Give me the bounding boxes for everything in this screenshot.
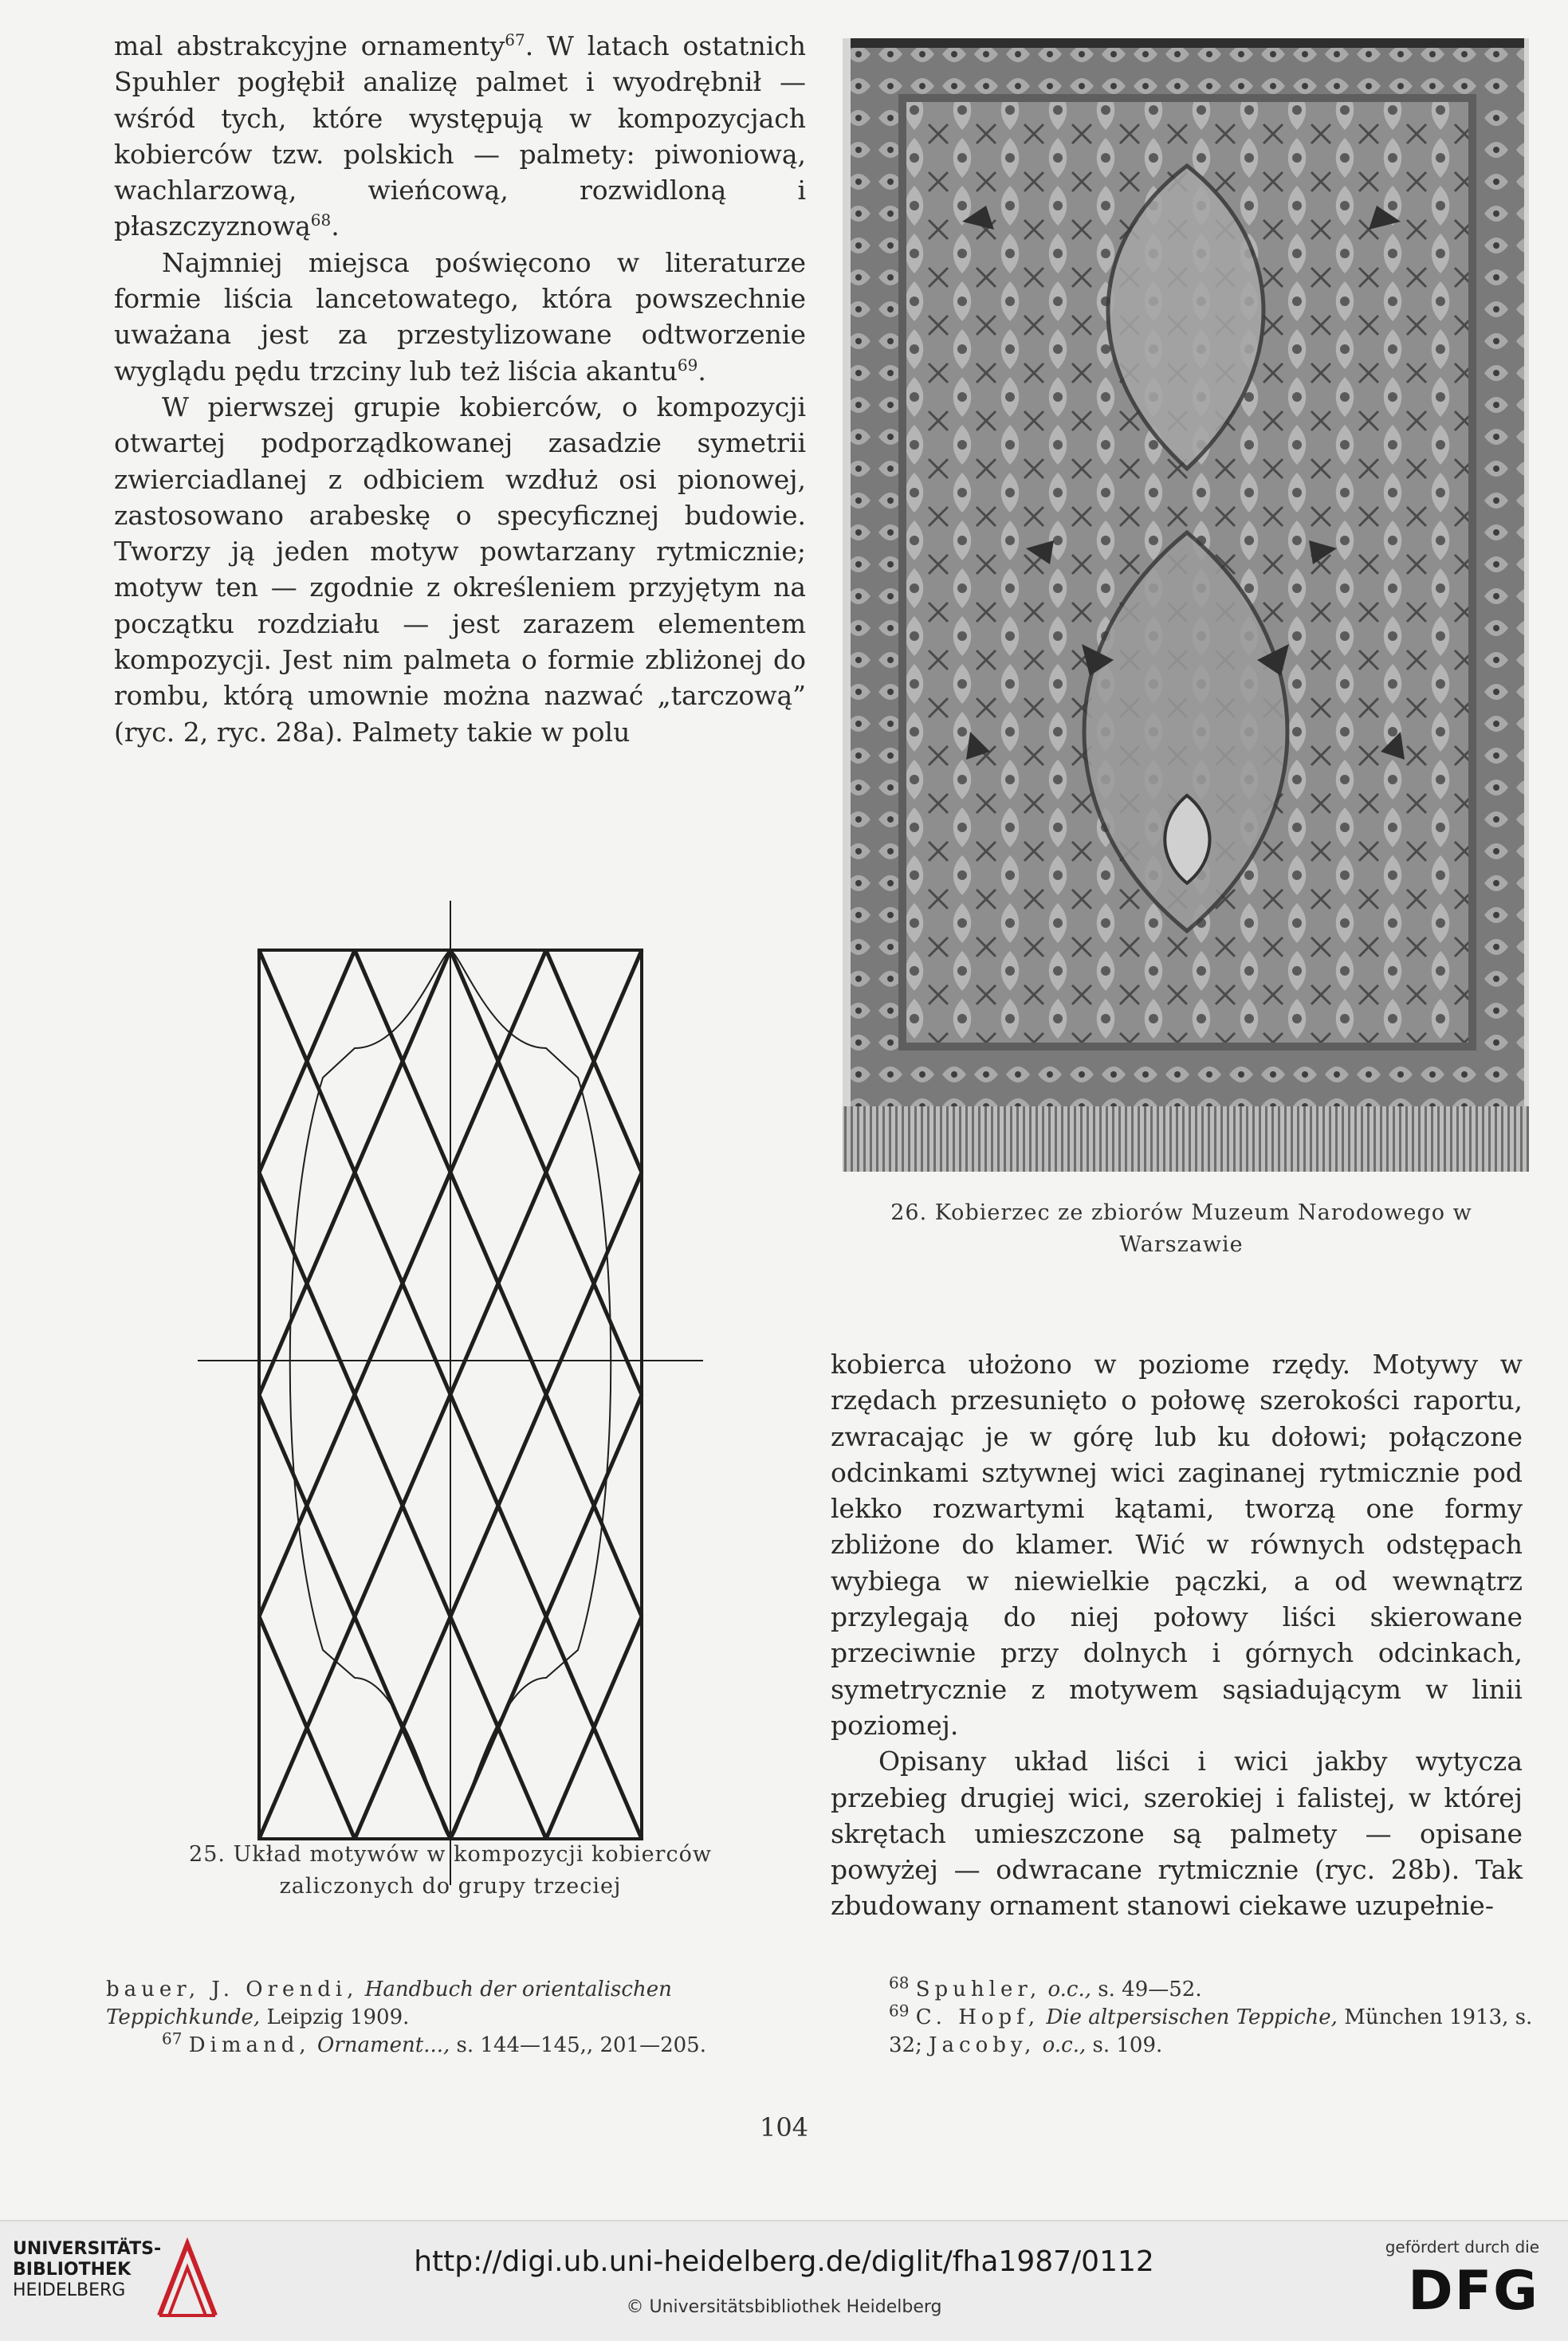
footnotes-left bbox=[106, 1976, 808, 2060]
lattice-diagram bbox=[191, 901, 709, 1885]
page-number: 104 bbox=[759, 2112, 809, 2143]
footnote-ref-67[interactable]: 67 bbox=[505, 30, 525, 49]
footnote-ref-69[interactable]: 69 bbox=[677, 355, 698, 375]
carpet-photo bbox=[843, 38, 1529, 1172]
footnote-66-cont: bauer, J. Orendi, Handbuch der orientalischen Teppichkunde, Leipzig 1909. bbox=[106, 1978, 672, 2029]
figure-25-caption: 25. Układ motywów w kompozycji kobierców zaliczonych do grupy trzeciej bbox=[189, 1842, 712, 1899]
footnote-ref-68[interactable]: 68 bbox=[310, 210, 332, 230]
footnote-67: $^{67}$ Dimand, Ornament..., s. 144—145,, 201—205. bbox=[162, 2029, 706, 2057]
right-column bbox=[831, 1346, 1523, 1924]
left-column bbox=[114, 28, 806, 750]
university-library-logo[interactable]: UNIVERSITÄTS- BIBLIOTHEK HEIDELBERG bbox=[13, 2239, 162, 2300]
paragraph-5: Opisany układ liści i wici jakby wytycza przebieg drugiej wici, szerokiej i falistej, w której skrętach umieszczone są palmety — opisane powyżej — odwracane rytmicznie (ryc. 28b). Tak zbudowany ornament stanowi ciekawe uzupełnie- bbox=[831, 1746, 1523, 1922]
paragraph-2: Najmniej miejsca poświęcono w literaturze formie liścia lancetowatego, która powszechnie uważana jest za przestylizowane odtworzenie wyglądu pędu trzciny lub też liścia akantu$^{69}$. bbox=[114, 246, 806, 387]
paragraph-4: kobierca ułożono w poziome rzędy. Motywy w rzędach przesunięto o połowę szerokości raportu, zwracając je w górę lub ku dołowi; połączone odcinkami sztywnej wici zaginanej rytmicznie pod lekko rozwartymi kątami, tworzą one formy zbliżone do klamer. Wić w równych odstępach wybiega w niewielkie pączki, a od wewnątrz przylegają do niej połowy liści skierowane przeciwnie przy dolnych i górnych odcinkach, symetrycznie z motywem sąsiadującym w linii poziomej. bbox=[831, 1349, 1523, 1741]
footer-bar bbox=[0, 2220, 1568, 2341]
figure-26-caption: 26. Kobierzec ze zbiorów Muzeum Narodowego w Warszawie bbox=[890, 1200, 1472, 1257]
footnote-69: $^{69}$ C. Hopf, Die altpersischen Teppiche, München 1913, s. 32; Jacoby, o.c., s. 109. bbox=[889, 2001, 1533, 2057]
dfg-label: gefördert durch die bbox=[1385, 2237, 1539, 2257]
dfg-logo[interactable]: DFG bbox=[1408, 2260, 1539, 2323]
paragraph-3: W pierwszej grupie kobierców, o kompozycji otwartej podporządkowanej zasadzie symetrii zwierciadlanej z odbiciem wzdłuż osi pionowej, zastosowano arabeskę o specyficznej budowie. Tworzy ją jeden motyw powtarzany rytmicznie; motyw ten — zgodnie z określeniem przyjętym na początku rozdziału — jest zarazem elementem kompozycji. Jest nim palmeta o formie zbliżonej do rombu, którą umownie można nazwać „tarczową” (ryc. 2, ryc. 28a). Palmety takie w polu bbox=[114, 391, 806, 748]
paragraph-1: mal abstrakcyjne ornamenty$^{67}$. W latach ostatnich Spuhler pogłębił analizę palmet i wyodrębnił — wśród tych, które występują w kompozycjach kobierców tzw. polskich — palmety: piwoniową, wachlarzową, wieńcową, rozwidloną i płaszczyznową$^{68}$. bbox=[114, 30, 806, 242]
footnotes-right bbox=[833, 1973, 1535, 2060]
permalink[interactable]: http://digi.ub.uni-heidelberg.de/diglit/fha1987/0112 bbox=[414, 2245, 1154, 2278]
footnote-68: $^{68}$ Spuhler, o.c., s. 49—52. bbox=[889, 1973, 1202, 2001]
copyright: © Universitätsbibliothek Heidelberg bbox=[626, 2297, 942, 2317]
